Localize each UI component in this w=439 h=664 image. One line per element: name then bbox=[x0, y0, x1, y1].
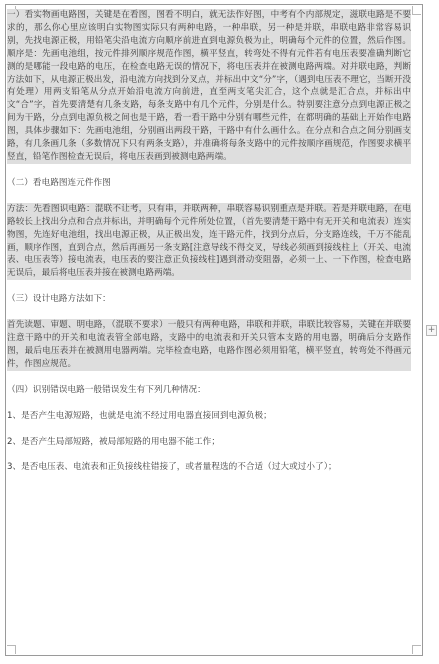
add-icon[interactable]: + bbox=[427, 325, 436, 335]
corner-mark-bottom-right bbox=[412, 645, 421, 654]
heading-section-4: （四）识别错误电路一般错误发生有下列几种情况： bbox=[7, 384, 206, 395]
corner-mark-top-right bbox=[412, 6, 421, 15]
corner-mark-bottom-left bbox=[7, 645, 16, 654]
paragraph-design-circuit: 首先读题、审题、明电路，（混联不要求）一般只有两种电路，串联和并联，串联比较容易，关键在并联要注意干路中的开关和电流表管全部电路，支路中的电流表和开关只管本支路的用电器，明确后分支路作图，最后电压表并在被测用电器两端。完毕检查电路，电路作图必须用铅笔，横平竖直，转弯处不得画元件，作图应规范。 bbox=[7, 320, 411, 369]
document-body bbox=[7, 9, 411, 474]
list-item-1: 1、是否产生电源短路，也就是电流不经过用电器直接回到电源负极； bbox=[7, 410, 272, 421]
list-item-3: 3、是否电压表、电流表和正负接线柱错接了，或者量程选的不合适（过大或过小了）； bbox=[7, 462, 337, 473]
paragraph-look-at-real-objects: 一）看实物画电路图，关键是在看图，图看不明白，就无法作好图，中考有个内部规定，滋联电路是不要求的，那么你心里应该明白实物图实际只有两种电路，一种串联，另一种是并联，串联电路非常容易识别，先找电源正极，用铅笔尖沿电流方向顺序前进直到电源负极为止，明确每个元件的位置，然后作图。顺序是：先画电池组，按元件排列顺序规范作图，横平竖直，转弯处不得有元件若有电压表要准确判断它测的是哪能一段电路的电压，在检查电路无误的情况下，将电压表并在被测电路两端。对并联电路，判断方法如下，从电源正极出发，沿电流方向找到分叉点，并标出中文“分”字，（遇到电压表不理它，当断开没有处理）用两支铅笔从分点开始沿电流方向前进，直至两支笔尖汇合，这个点就是汇合点，并标出中文“合”字，首先要清楚有几条支路，每条支路中有几个元件，分别是什么。特别要注意分点到电源正极之间为干路，分点到电源负极之间也是干路，看一看干路中分别有哪些元件，在都明确的基础上开始作电路图，具体步骤如下：先画电池组，分别画出两段干路，干路中有什么画什么。在分点和合点之间分别画支路，有几条画几条（多数情况下只有两条支路），并准确将每条支路中的元件按顺序画规范，作图要求横平竖直，铅笔作图检查无误后，将电压表画到被测电路两端。 bbox=[7, 10, 411, 162]
list-item-2: 2、是否产生局部短路，被局部短路的用电器不能工作； bbox=[7, 436, 220, 447]
heading-section-3: （三）设计电路方法如下： bbox=[7, 294, 111, 305]
heading-section-2: （二）看电路图连元件作图 bbox=[7, 177, 111, 188]
paragraph-connect-components: 方法：先看图识电路：混联不让考，只有串，并联两种，串联容易识别重点是并联。若是并联电路，在电路较长上找出分点和合点并标出，并明确每个元件所处位置，（首先要清楚干路中有无开关和电流表）连实物图，先连好电池组，找出电源正极，从正极出发，连干路元件，找到分点后，分支路连线，千万不能乱画，顺序作图，直到合点，然后再画另一条支路[注意导线不得交叉，导线必须画到接线柱上（开关、电流表、电压表等）接电流表，电压表的要注意正负接线柱]遇到滑动变阻器，必须一上、一下作图，检查电路无误后，最后将电压表并接在被测电路两端。 bbox=[7, 203, 411, 279]
